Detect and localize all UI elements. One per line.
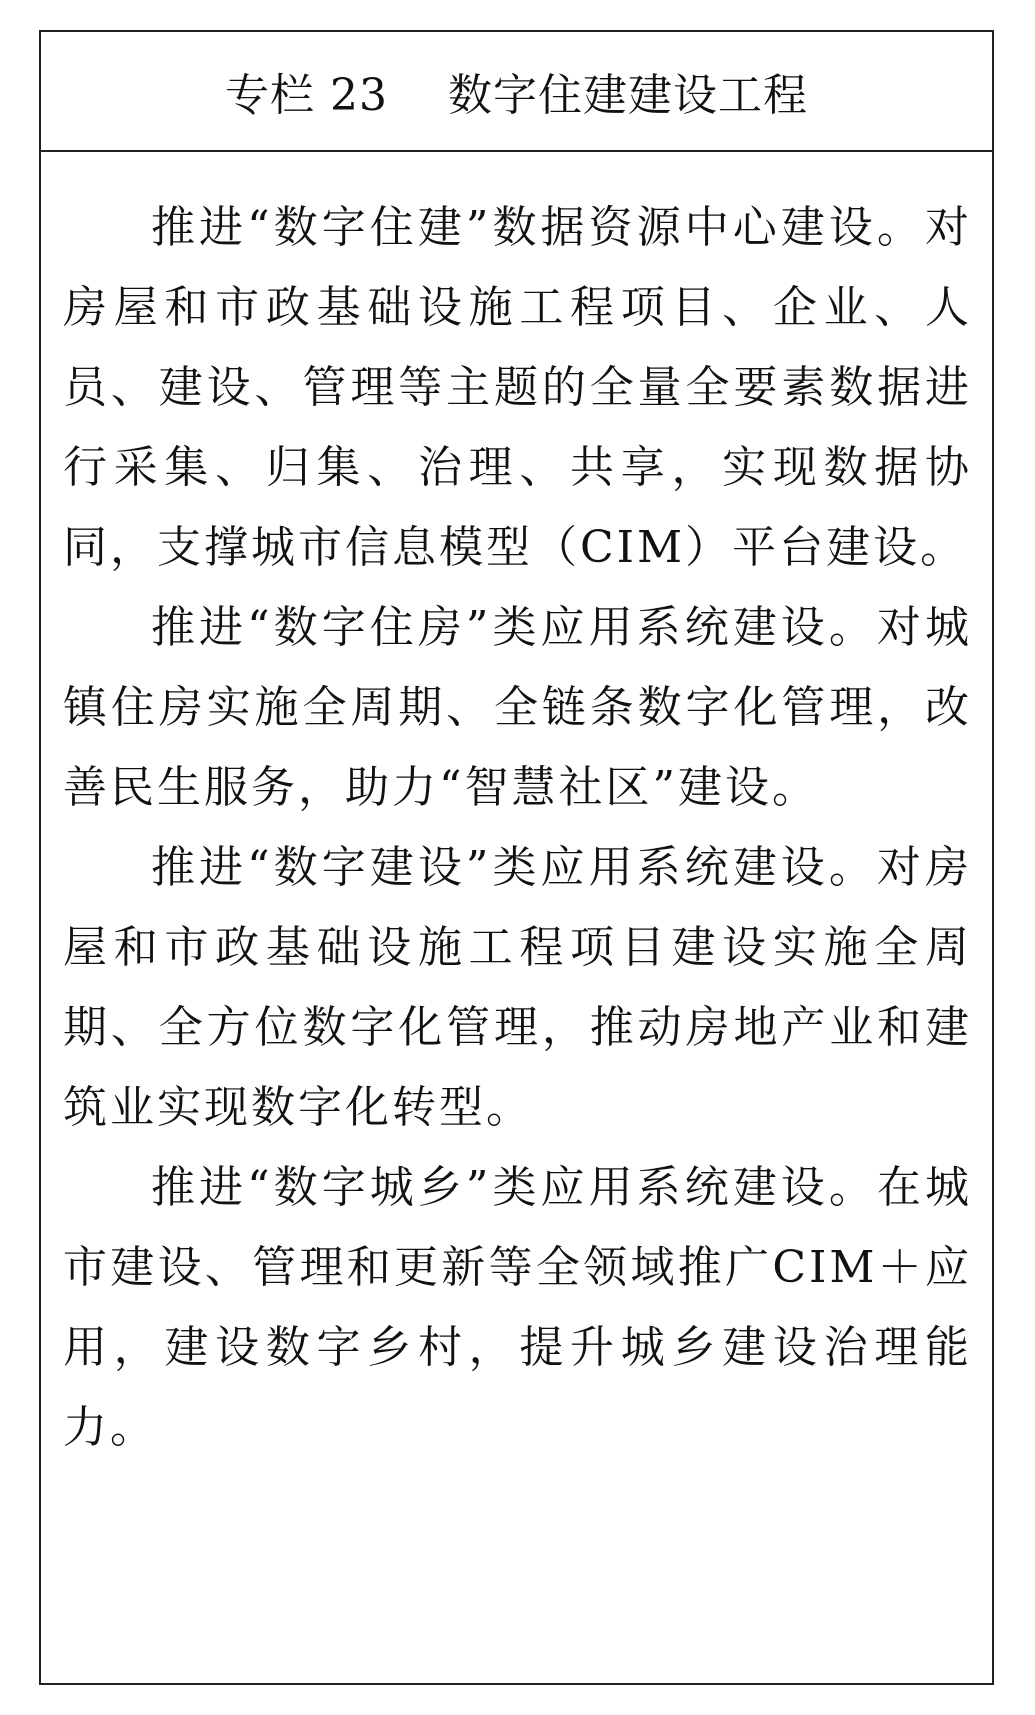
column-header bbox=[41, 32, 992, 152]
column-title: 专栏 23 数字住建建设工程 bbox=[225, 70, 808, 121]
paragraph-digital-construction: 推进“数字建设”类应用系统建设。对房屋和市政基础设施工程项目建设实施全周期、全方位数字化管理，推动房地产业和建筑业实现数字化转型。 bbox=[63, 842, 972, 1133]
paragraph-digital-urban-rural: 推进“数字城乡”类应用系统建设。在城市建设、管理和更新等全领域推广CIM＋应用，建设数字乡村，提升城乡建设治理能力。 bbox=[63, 1162, 972, 1453]
column-body bbox=[41, 152, 992, 1468]
paragraph-digital-housing: 推进“数字住房”类应用系统建设。对城镇住房实施全周期、全链条数字化管理，改善民生服务，助力“智慧社区”建设。 bbox=[63, 602, 972, 813]
column-box bbox=[39, 30, 994, 1685]
paragraph-data-center: 推进“数字住建”数据资源中心建设。对房屋和市政基础设施工程项目、企业、人员、建设、管理等主题的全量全要素数据进行采集、归集、治理、共享，实现数据协同，支撑城市信息模型（CIM）平台建设。 bbox=[63, 202, 972, 573]
